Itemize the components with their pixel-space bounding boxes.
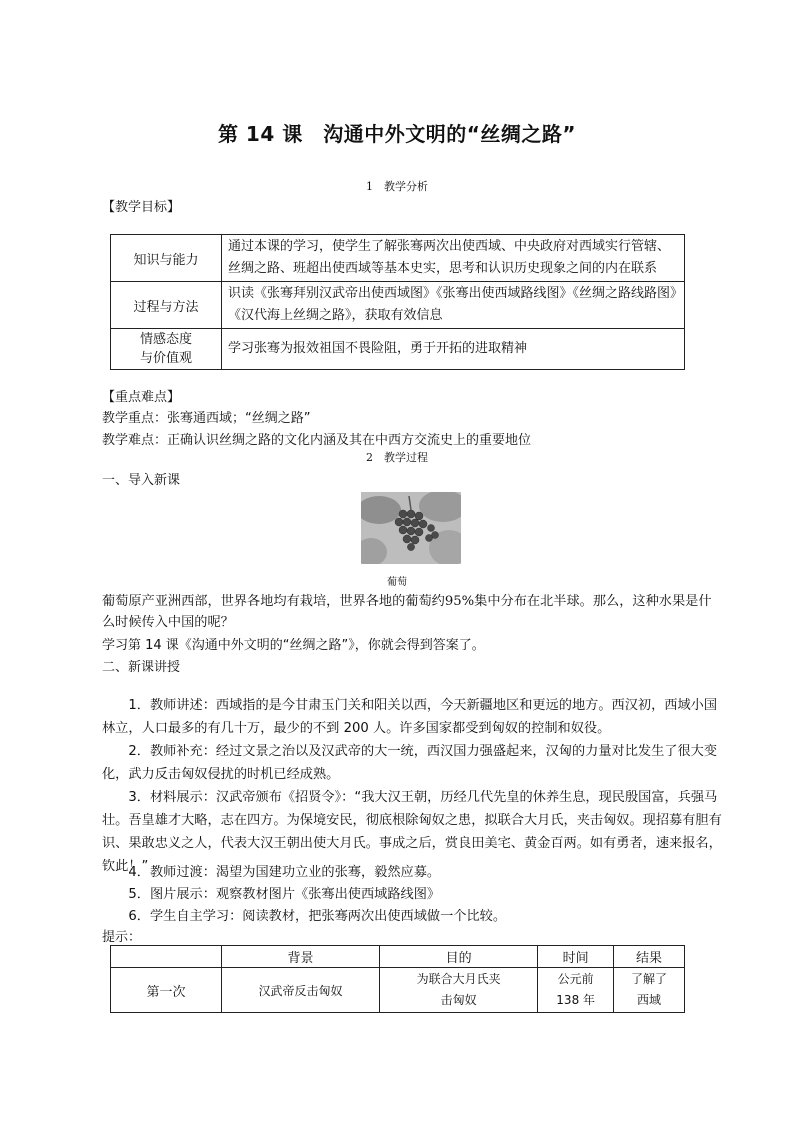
goal-key: 知识与能力	[111, 235, 222, 282]
table-cell-background: 汉武帝反击匈奴	[222, 968, 380, 1013]
table-row	[111, 329, 685, 370]
table-header: 目的	[380, 946, 538, 968]
goal-key-line: 与价值观	[139, 351, 192, 366]
key-focus: 教学重点：张骞通西域；“丝绸之路”	[102, 411, 311, 426]
lesson-paragraph: 4．教师过渡：渴望为国建功立业的张骞，毅然应募。	[128, 865, 441, 880]
table-row	[111, 282, 685, 329]
goal-value: 学习张骞为报效祖国不畏险阻，勇于开拓的进取精神	[222, 329, 685, 370]
table-row	[111, 235, 685, 282]
cell-line: 公元前	[557, 972, 594, 986]
table-cell-label: 第一次	[111, 968, 222, 1013]
comparison-table	[110, 945, 685, 1013]
section-heading-analysis: 1 教学分析	[366, 180, 428, 193]
cell-line: 138 年	[556, 993, 596, 1007]
table-header	[111, 946, 222, 968]
table-header: 时间	[538, 946, 614, 968]
goal-value: 识读《张骞拜别汉武帝出使西域图》《张骞出使西域路线图》《丝绸之路线路图》《汉代海上丝绸之路》，获取有效信息	[222, 282, 685, 329]
intro-followup: 学习第 14 课《沟通中外文明的“丝绸之路”》，你就会得到答案了。	[102, 638, 485, 653]
cell-line: 了解了	[631, 972, 668, 986]
teaching-goals-table	[110, 234, 685, 370]
table-cell-result	[614, 968, 685, 1013]
table-header-row	[111, 946, 685, 968]
goal-value: 通过本课的学习，使学生了解张骞两次出使西域、中央政府对西域实行管辖、丝绸之路、班超出使西域等基本史实，思考和认识历史现象之间的内在联系	[222, 235, 685, 282]
intro-text: 葡萄原产亚洲西部，世界各地均有栽培，世界各地的葡萄约95%集中分布在北半球。那么，这种水果是什么时候传入中国的呢？	[102, 594, 712, 630]
keypoints-heading: 【重点难点】	[102, 390, 181, 405]
lesson-paragraph: 3．材料展示：汉武帝颁布《招贤令》：“我大汉王朝，历经几代先皇的休养生息，现民殷国富，兵强马壮。吾皇雄才大略，志在四方。为保境安民，彻底根除匈奴之患，拟联合大月氏，夹击匈奴。现招募有胆有识、果敢忠义之人，代表大汉王朝出使大月氏。事成之后，赏良田美宅、黄金百两。如有勇者，速来报名，钦此！”	[102, 790, 722, 874]
hint-label: 提示：	[102, 930, 142, 945]
goals-heading: 【教学目标】	[102, 200, 181, 215]
table-header: 背景	[222, 946, 380, 968]
cell-line: 击匈奴	[440, 993, 477, 1007]
grape-image	[361, 492, 461, 564]
lesson-paragraph: 1．教师讲述：西域指的是今甘肃玉门关和阳关以西，今天新疆地区和更远的地方。西汉初，西域小国林立，人口最多的有几十万，最少的不到 200 人。许多国家都受到匈奴的控制和奴役。	[102, 698, 718, 736]
goal-key-line: 情感态度	[139, 332, 192, 347]
table-cell-time	[538, 968, 614, 1013]
table-cell-purpose	[380, 968, 538, 1013]
intro-heading: 一、导入新课	[102, 473, 181, 488]
goal-key	[111, 329, 222, 370]
cell-line: 为联合大月氏夹	[416, 972, 501, 986]
cell-line: 西域	[637, 993, 662, 1007]
image-caption: 葡萄	[387, 577, 407, 588]
goal-key: 过程与方法	[111, 282, 222, 329]
section-heading-process: 2 教学过程	[366, 451, 428, 464]
lesson-paragraph: 5．图片展示：观察教材图片《张骞出使西域路线图》	[128, 887, 441, 902]
page-title: 第 14 课 沟通中外文明的“丝绸之路”	[217, 122, 577, 146]
grape-photo	[361, 492, 461, 564]
table-header: 结果	[614, 946, 685, 968]
key-difficulty: 教学难点：正确认识丝绸之路的文化内涵及其在中西方交流史上的重要地位	[102, 433, 532, 448]
new-lesson-heading: 二、新课讲授	[102, 660, 181, 675]
lesson-paragraph: 6．学生自主学习：阅读教材，把张骞两次出使西域做一个比较。	[128, 909, 507, 924]
table-row	[111, 968, 685, 1013]
lesson-paragraph: 2．教师补充：经过文景之治以及汉武帝的大一统，西汉国力强盛起来，汉匈的力量对比发生了很大变化，武力反击匈奴侵扰的时机已经成熟。	[102, 744, 718, 782]
